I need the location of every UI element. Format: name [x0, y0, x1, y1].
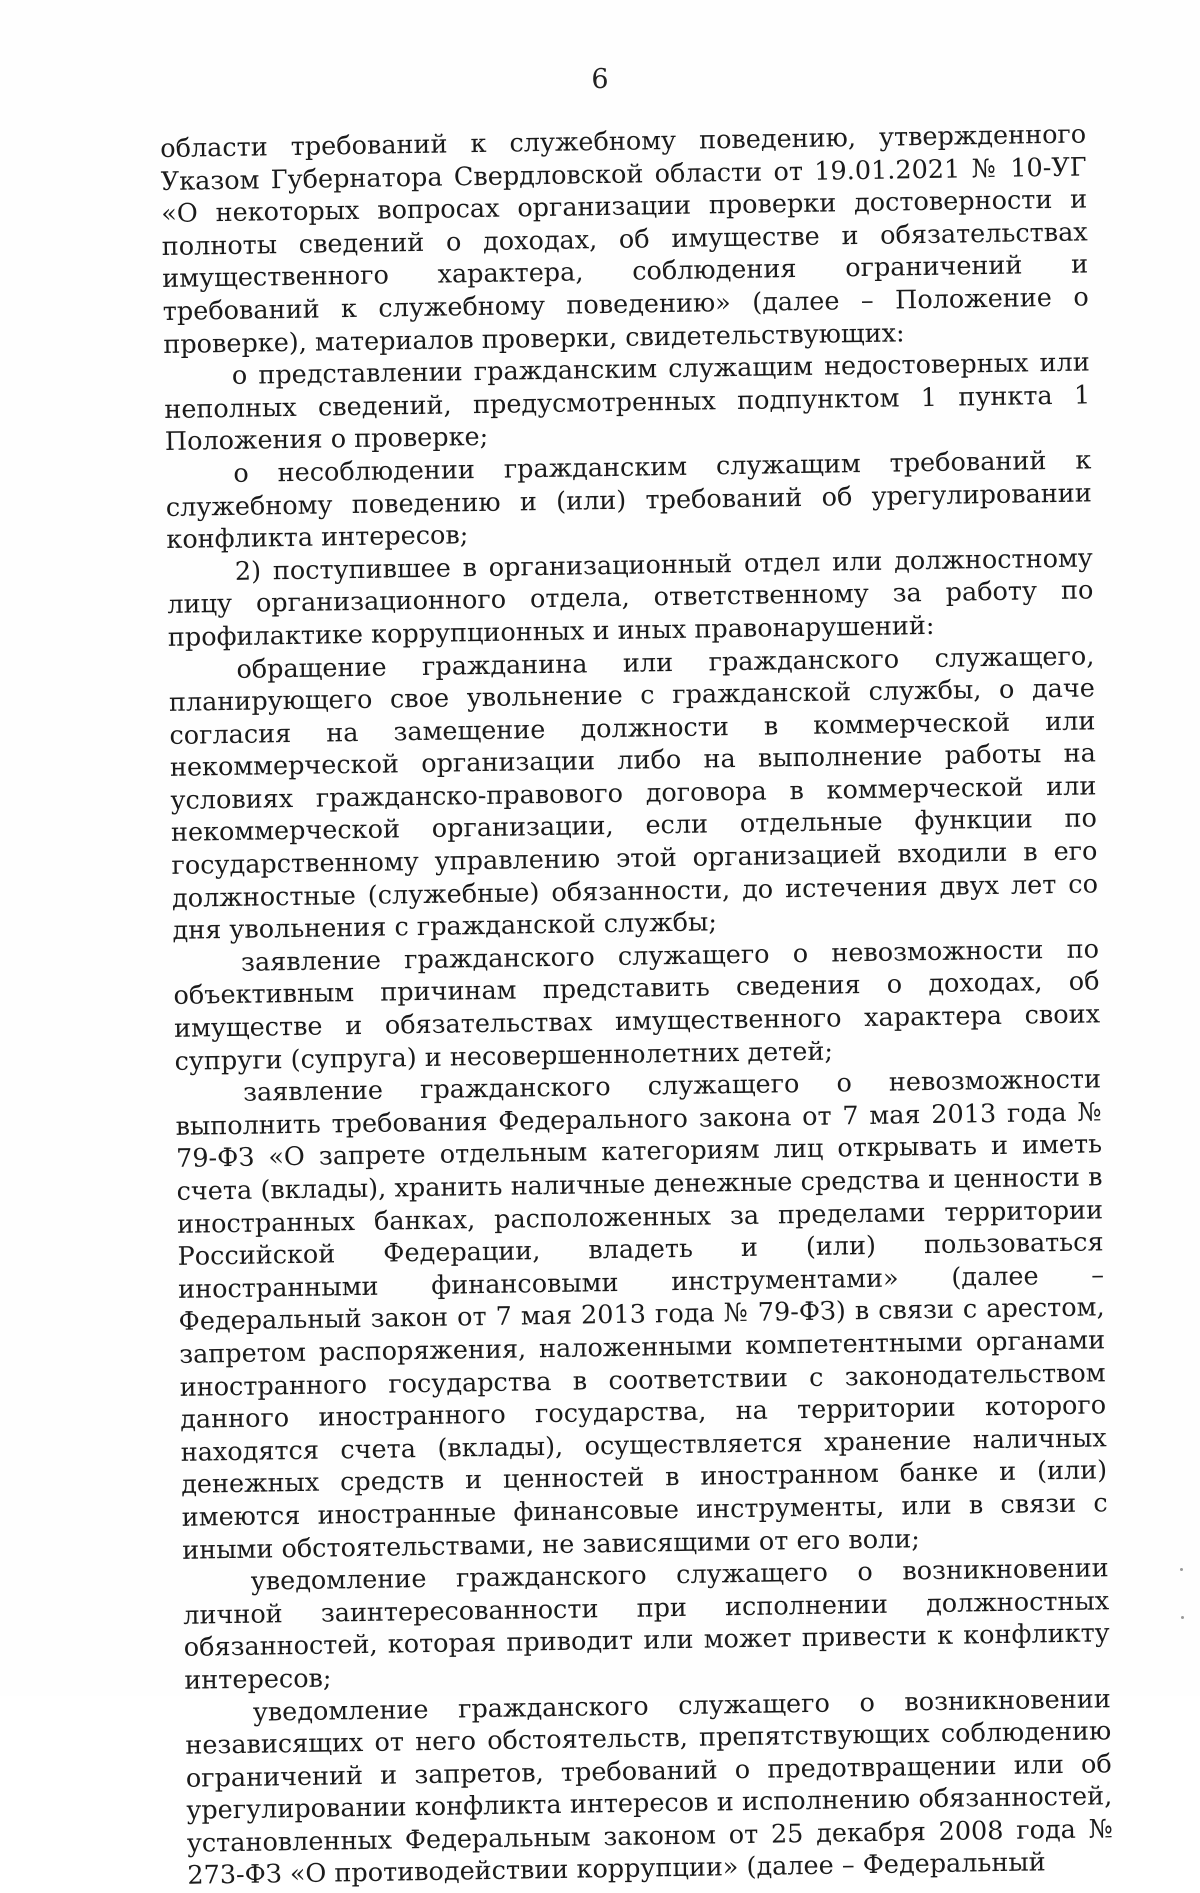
paragraph: о несоблюдении гражданским служащим требований к служебному поведению и (или) требований об урегулировании конфликта интересов; [165, 445, 1093, 556]
paragraph: о представлении гражданским служащим недостоверных или неполных сведений, предусмотренных подпунктом 1 пункта 1 Положения о проверке; [164, 347, 1091, 458]
document-body [160, 118, 1114, 1892]
page-number: 6 [591, 64, 609, 95]
paragraph: заявление гражданского служащего о невозможности выполнить требования Федерального закона от 7 мая 2013 года № 79-ФЗ «О запрете отдельным категориям лиц открывать и иметь счета (вклады), хранить наличные денежные средства и ценности в иностранных банках, расположенных за пределами территории Российской Федерации, владеть и (или) пользоваться иностранными финансовыми инструментами» (далее – Федеральный закон от 7 мая 2013 года № 79-ФЗ) в связи с арестом, запретом распоряжения, наложенными компетентными органами иностранного государства в соответствии с законодательством данного иностранного государства, на территории которого находятся счета (вклады), осуществляется хранение наличных денежных средств и ценностей в иностранном банке и (или) имеются иностранные финансовые инструменты, или в связи с иными обстоятельствами, не зависящими от его воли; [175, 1064, 1108, 1566]
paragraph: уведомление гражданского служащего о возникновении независящих от него обстоятельств, препятствующих соблюдению ограничений и запретов, требований о предотвращении или об урегулировании конфликта интересов и исполнению обязанностей, установленных Федеральным законом от 25 декабря 2008 года № 273-ФЗ «О противодействии коррупции» (далее – Федеральный [185, 1683, 1113, 1892]
paragraph-item-2: 2) поступившее в организационный отдел или должностному лицу организационного отдела, ответственному за работу по профилактике коррупционных и иных правонарушений: [167, 543, 1094, 653]
paragraph: уведомление гражданского служащего о возникновении личной заинтересованности при исполнении должностных обязанностей, которая приводит или может привести к конфликту интересов; [183, 1553, 1110, 1696]
paragraph: обращение гражданина или гражданского служащего, планирующего свое увольнение с гражданской службы, о даче согласия на замещение должности в коммерческой или некоммерческой организации либо на выполнение работы на условиях гражданско-правового договора в коммерческой или некоммерческой организации, если отдельные функции по государственному управлению этой организацией входили в его должностные (служебные) обязанности, до истечения двух лет со дня увольнения с гражданской службы; [168, 640, 1099, 947]
scan-artifact [1180, 1568, 1183, 1571]
scan-artifact [1181, 1616, 1184, 1619]
paragraph-continuation: области требований к служебному поведению, утвержденного Указом Губернатора Свердловской области от 19.01.2021 № 10-УГ «О некоторых вопросах организации проверки достоверности и полноты сведений о доходах, об имуществе и обязательствах имущественного характера, соблюдения ограничений и требований к служебному поведению» (далее – Положение о проверке), материалов проверки, свидетельствующих: [160, 119, 1089, 360]
paragraph: заявление гражданского служащего о невозможности по объективным причинам представить сведения о доходах, об имуществе и обязательствах имущественного характера своих супруги (супруга) и несовершеннолетних детей; [173, 934, 1101, 1077]
